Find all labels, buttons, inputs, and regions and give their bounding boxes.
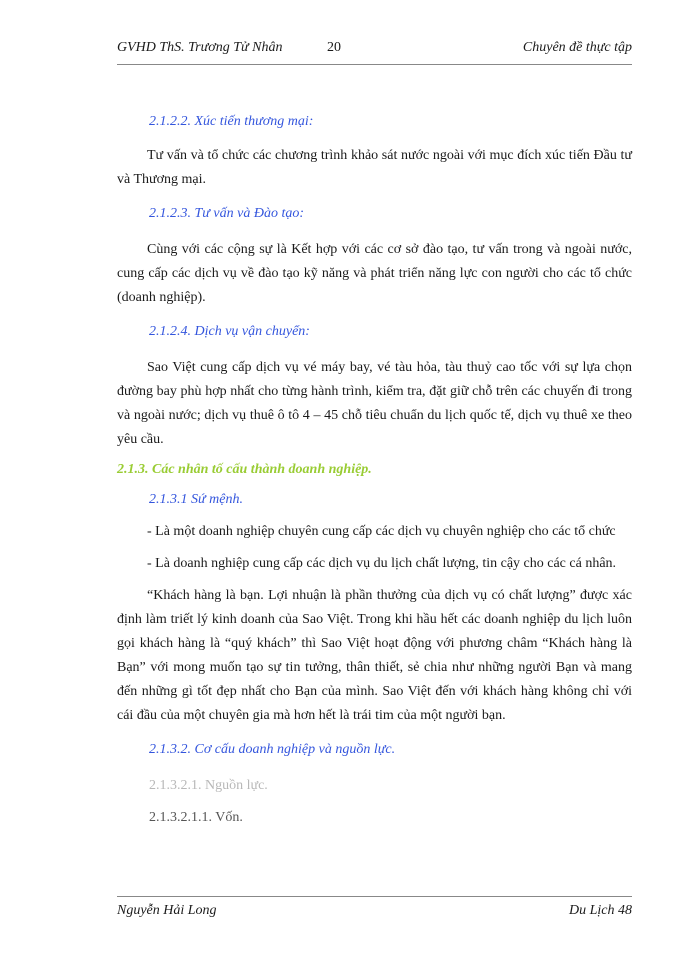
heading-2122: 2.1.2.2. Xúc tiến thương mại: [149, 114, 314, 129]
heading-21321: 2.1.3.2.1. Nguồn lực. [149, 778, 268, 793]
paragraph-mission-1: - Là một doanh nghiệp chuyên cung cấp các dịch vụ chuyên nghiệp cho các tổ chức [147, 524, 616, 539]
paragraph-trade-promotion: Tư vấn và tổ chức các chương trình khảo sát nước ngoài với mục đích xúc tiến Đầu tư và Thương mại. [117, 148, 632, 187]
heading-2123: 2.1.2.3. Tư vấn và Đào tạo: [149, 206, 305, 221]
heading-2132: 2.1.3.2. Cơ cấu doanh nghiệp và nguồn lực. [149, 742, 396, 757]
header-advisor: GVHD ThS. Trương Tử Nhân [117, 40, 283, 55]
heading-213211: 2.1.3.2.1.1. Vốn. [149, 810, 243, 825]
paragraph-consulting-training: Cùng với các cộng sự là Kết hợp với các cơ sở đào tạo, tư vấn trong và ngoài nước, cung cấp các dịch vụ về đào tạo kỹ năng và phát triển năng lực con người cho các tổ chức (doanh nghiệp). [117, 242, 632, 305]
heading-213: 2.1.3. Các nhân tố cấu thành doanh nghiệp. [117, 462, 372, 477]
heading-2131: 2.1.3.1 Sứ mệnh. [149, 492, 243, 507]
document-body [117, 110, 632, 830]
heading-2124: 2.1.2.4. Dịch vụ vận chuyển: [149, 324, 310, 339]
paragraph-transport: Sao Việt cung cấp dịch vụ vé máy bay, vé tàu hỏa, tàu thuỷ cao tốc với sự lựa chọn đường bay phù hợp nhất cho từng hành trình, kiểm tra, đặt giữ chỗ trên các chuyến đi trong và ngoài nước; dịch vụ thuê ô tô 4 – 45 chỗ tiêu chuẩn du lịch quốc tế, dịch vụ thuê xe theo yêu cầu. [117, 360, 632, 447]
footer-class: Du Lịch 48 [569, 903, 632, 918]
page-footer [117, 896, 632, 927]
paragraph-philosophy: “Khách hàng là bạn. Lợi nhuận là phần thưởng của dịch vụ có chất lượng” được xác định làm triết lý kinh doanh của Sao Việt. Trong khi hầu hết các doanh nghiệp du lịch luôn gọi khách hàng là “quý khách” thì Sao Việt hoạt động với phương châm “Khách hàng là Bạn” với mong muốn tạo sự tin tưởng, thân thiết, sẻ chia như những người Bạn và mang đến những gì tốt đẹp nhất cho Bạn của mình. Sao Việt đến với khách hàng không chỉ với cái đầu của một chuyên gia mà hơn hết là trái tim của một người bạn. [117, 588, 632, 723]
header-title: Chuyên đề thực tập [522, 40, 632, 55]
paragraph-mission-2: - Là doanh nghiệp cung cấp các dịch vụ du lịch chất lượng, tin cậy cho các cá nhân. [147, 556, 617, 571]
footer-author: Nguyễn Hải Long [117, 903, 217, 918]
page-number: 20 [327, 40, 341, 55]
page-header [117, 40, 632, 65]
